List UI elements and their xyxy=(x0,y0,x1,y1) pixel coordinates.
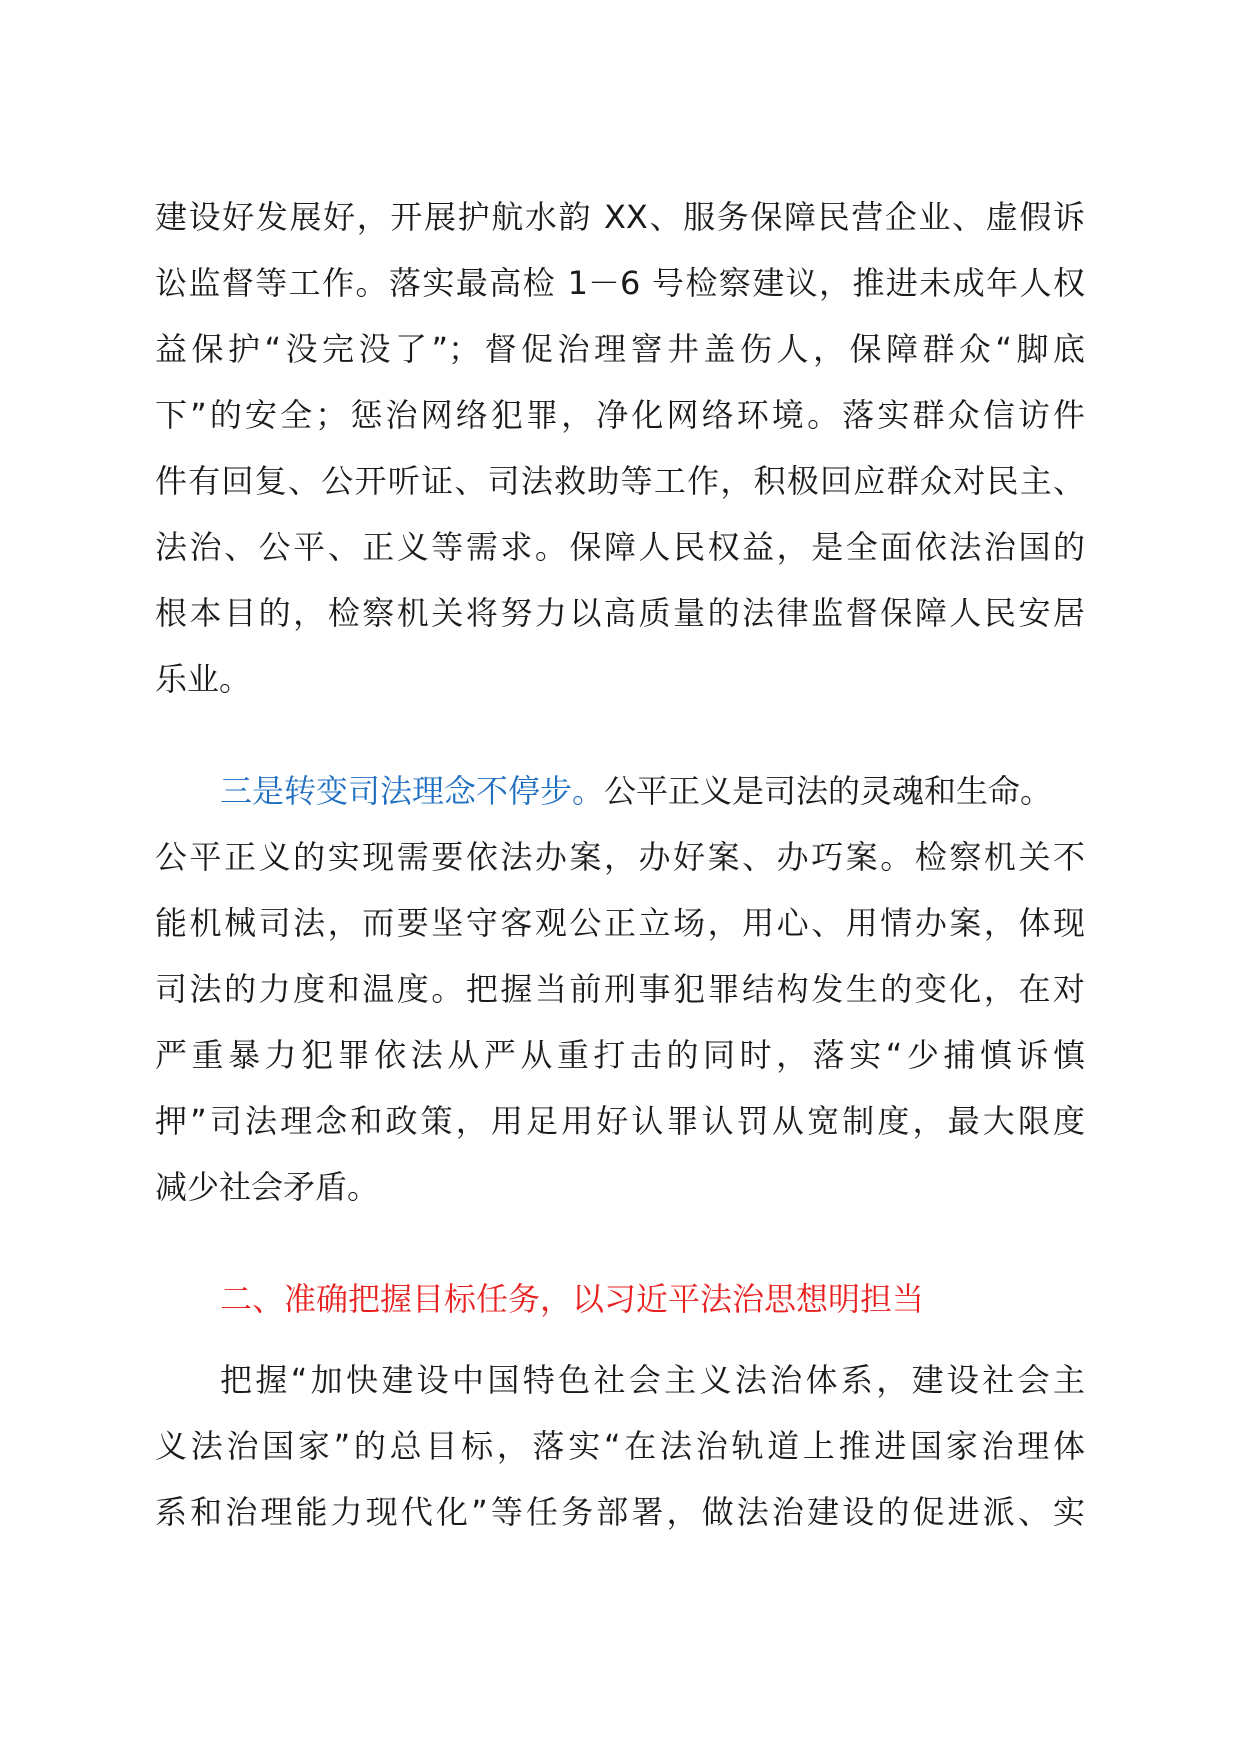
paragraph-line: 能机械司法，而要坚守客观公正立场，用心、用情办案，体现 xyxy=(155,904,1085,942)
subheading-blue: 三是转变司法理念不停步。 xyxy=(220,772,605,810)
paragraph-line: 讼监督等工作。落实最高检 1－6 号检察建议，推进未成年人权 xyxy=(155,264,1085,302)
paragraph-line: 严重暴力犯罪依法从严从重打击的同时，落实“少捕慎诉慎 xyxy=(155,1036,1085,1074)
paragraph-line: 公平正义的实现需要依法办案，办好案、办巧案。检察机关不 xyxy=(155,838,1085,876)
paragraph-line: 把握“加快建设中国特色社会主义法治体系，建设社会主 xyxy=(220,1361,1085,1399)
paragraph-line: 下”的安全；惩治网络犯罪，净化网络环境。落实群众信访件 xyxy=(155,396,1085,434)
paragraph-line: 件有回复、公开听证、司法救助等工作，积极回应群众对民主、 xyxy=(155,462,1085,500)
paragraph-line: 减少社会矛盾。 xyxy=(155,1168,380,1206)
paragraph-line: 建设好发展好，开展护航水韵 XX、服务保障民营企业、虚假诉 xyxy=(155,198,1085,236)
paragraph-line: 法治、公平、正义等需求。保障人民权益，是全面依法治国的 xyxy=(155,528,1085,566)
paragraph-line: 义法治国家”的总目标，落实“在法治轨道上推进国家治理体 xyxy=(155,1427,1085,1465)
paragraph-line: 根本目的，检察机关将努力以高质量的法律监督保障人民安居 xyxy=(155,594,1085,632)
paragraph-line: 乐业。 xyxy=(155,660,252,698)
paragraph-text: 公平正义是司法的灵魂和生命。 xyxy=(604,772,1053,810)
paragraph-line: 押”司法理念和政策，用足用好认罪认罚从宽制度，最大限度 xyxy=(155,1102,1085,1140)
section-heading: 二、准确把握目标任务，以习近平法治思想明担当 xyxy=(220,1280,925,1318)
paragraph-line: 益保护“没完没了”；督促治理窨井盖伤人，保障群众“脚底 xyxy=(155,330,1085,368)
paragraph-line: 司法的力度和温度。把握当前刑事犯罪结构发生的变化，在对 xyxy=(155,970,1085,1008)
paragraph-line: 系和治理能力现代化”等任务部署，做法治建设的促进派、实 xyxy=(155,1493,1085,1531)
paragraph-first-line xyxy=(220,758,1085,824)
